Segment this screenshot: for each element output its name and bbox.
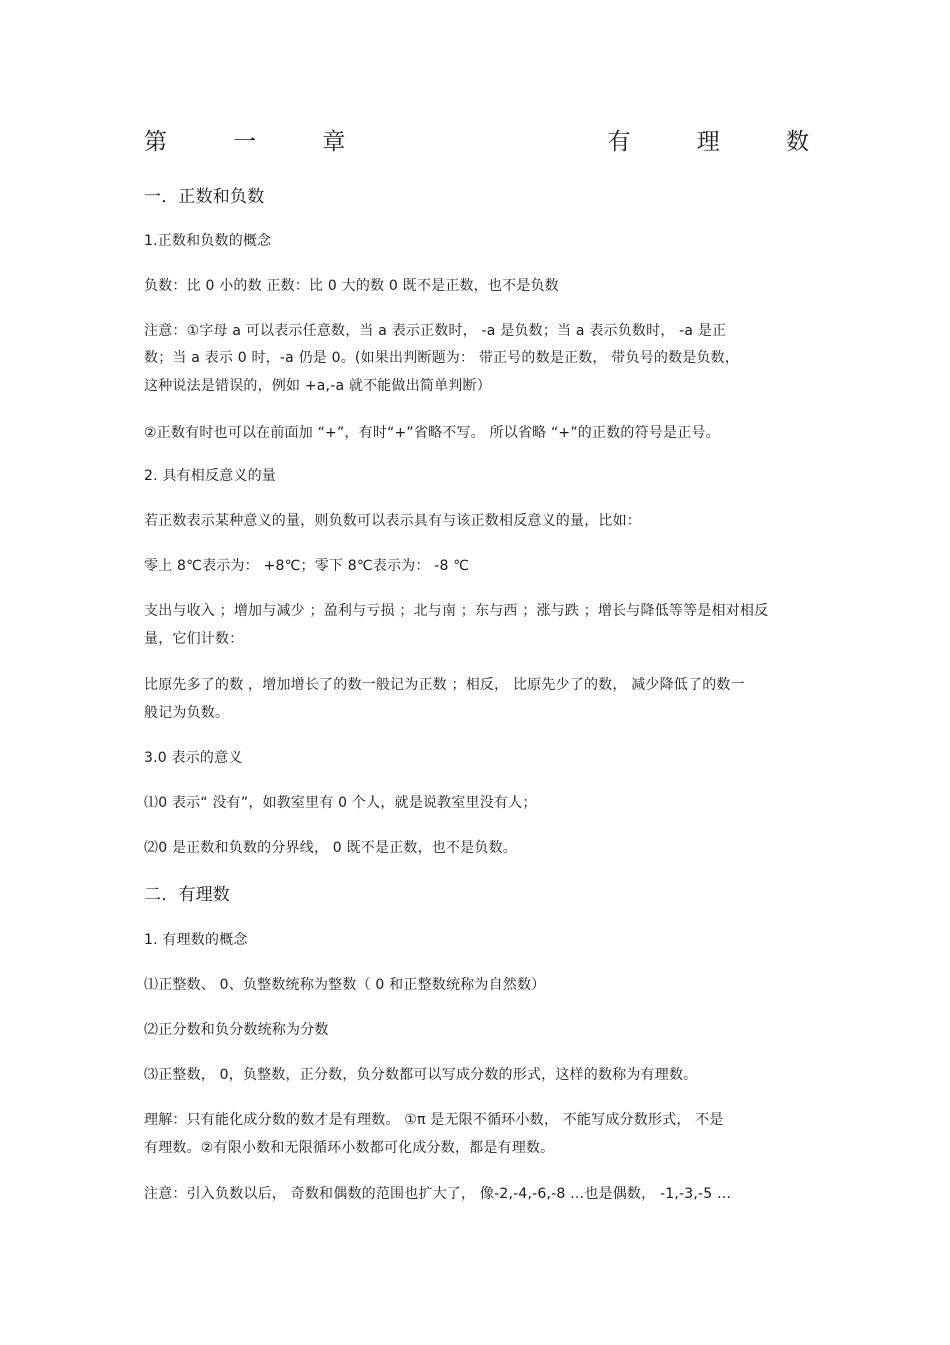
paragraph-line: 比原先多了的数 ，增加增长了的数一般记为正数 ；相反， 比原先少了的数， 减少降低了的数一 xyxy=(144,677,745,693)
subsection-heading: 1.正数和负数的概念 xyxy=(144,233,272,249)
paragraph-line: 注意：①字母 a 可以表示任意数，当 a 表示正数时， -a 是负数；当 a 表示负数时， -a 是正 xyxy=(144,323,727,339)
paragraph: 零上 8℃表示为： +8℃；零下 8℃表示为： -8 ℃ xyxy=(144,558,470,574)
paragraph: 负数：比 0 小的数 正数：比 0 大的数 0 既不是正数，也不是负数 xyxy=(144,278,559,294)
title-char: 一 xyxy=(233,129,257,155)
chapter-title xyxy=(144,128,809,156)
title-gap xyxy=(411,128,541,156)
title-char: 章 xyxy=(322,129,346,155)
section-heading: 一．正数和负数 xyxy=(144,187,265,207)
title-char: 理 xyxy=(696,129,720,155)
paragraph-line: 理解：只有能化成分数的数才是有理数。 ①π 是无限不循环小数， 不能写成分数形式， 不是 xyxy=(144,1112,724,1128)
paragraph-line: 支出与收入 ；增加与减少 ；盈利与亏损 ；北与南 ；东与西 ；涨与跌 ；增长与降低等等是相对相反 xyxy=(144,603,769,619)
subsection-heading: 1. 有理数的概念 xyxy=(144,932,248,948)
paragraph: 注意：引入负数以后， 奇数和偶数的范围也扩大了， 像-2,-4,-6,-8 …也是偶数， -1,-3,-5 … xyxy=(144,1186,732,1202)
paragraph-line: 般记为负数。 xyxy=(144,705,230,721)
title-char: 数 xyxy=(785,129,809,155)
paragraph-line: 量，它们计数： xyxy=(144,631,244,647)
paragraph-line: 数；当 a 表示 0 时，-a 仍是 0。(如果出判断题为： 带正号的数是正数， 带负号的数是负数， xyxy=(144,350,740,366)
paragraph: ⑴0 表示“ 没有”，如教室里有 0 个人，就是说教室里没有人； xyxy=(144,795,537,811)
paragraph: 若正数表示某种意义的量，则负数可以表示具有与该正数相反意义的量，比如： xyxy=(144,513,641,529)
paragraph-line: 有理数。②有限小数和无限循环小数都可化成分数，都是有理数。 xyxy=(144,1140,555,1156)
title-char: 有 xyxy=(607,129,631,155)
paragraph: ⑵正分数和负分数统称为分数 xyxy=(144,1022,329,1038)
paragraph-line: 这种说法是错误的，例如 +a,-a 就不能做出简单判断） xyxy=(144,378,491,394)
title-char: 第 xyxy=(144,129,167,155)
paragraph: ⑶正整数， 0，负整数，正分数，负分数都可以写成分数的形式，这样的数称为有理数。 xyxy=(144,1067,698,1083)
subsection-heading: 2. 具有相反意义的量 xyxy=(144,468,277,484)
paragraph: ⑵0 是正数和负数的分界线， 0 既不是正数，也不是负数。 xyxy=(144,840,517,856)
section-heading: 二．有理数 xyxy=(144,885,230,905)
subsection-heading: 3.0 表示的意义 xyxy=(144,750,243,766)
paragraph: ⑴正整数、 0、负整数统称为整数（ 0 和正整数统称为自然数） xyxy=(144,977,546,993)
paragraph: ②正数有时也可以在前面加 “+”，有时“+”省略不写。 所以省略 “+”的正数的符号是正号。 xyxy=(144,425,720,441)
